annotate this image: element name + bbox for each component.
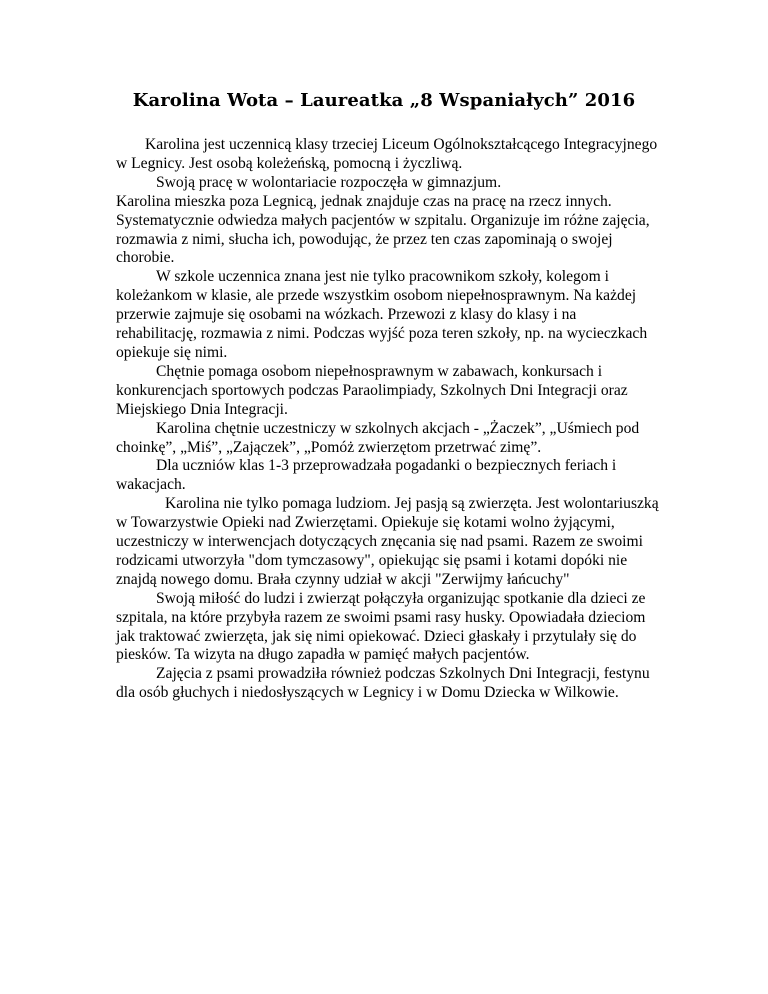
- paragraph: Karolina nie tylko pomaga ludziom. Jej pasją są zwierzęta. Jest wolontariuszką w Towarzystwie Opieki nad Zwierzętami. Opiekuje się kotami wolno żyjącymi, uczestniczy w interwencjach dotyczących znęcania się nad psami. Razem ze swoimi rodzicami utworzyła "dom tymczasowy", opiekując się psami i kotami dopóki nie znajdą nowego domu. Brała czynny udział w akcji "Zerwijmy łańcuchy": [116, 495, 659, 588]
- paragraph: Swoją pracę w wolontariacie rozpoczęła w gimnazjum.: [156, 173, 502, 191]
- document-title: Karolina Wota – Laureatka „8 Wspaniałych” 2016: [132, 90, 636, 111]
- document-body: [116, 136, 661, 703]
- paragraph: Dla uczniów klas 1-3 przeprowadzała pogadanki o bezpiecznych feriach i wakacjach.: [116, 457, 617, 494]
- paragraph: Chętnie pomaga osobom niepełnosprawnym w zabawach, konkursach i konkurencjach sportowych podczas Paraolimpiady, Szkolnych Dni Integracji oraz Miejskiego Dnia Integracji.: [116, 362, 628, 418]
- paragraph: W szkole uczennica znana jest nie tylko pracownikom szkoły, kolegom i koleżankom w klasie, ale przede wszystkim osobom niepełnosprawnym. Na każdej przerwie zajmuje się osobami na wózkach. Przewozi z klasy do klasy i na rehabilitację, rozmawia z nimi. Podczas wyjść poza teren szkoły, np. na wycieczkach opiekuje się nimi.: [116, 268, 648, 361]
- paragraph: Karolina jest uczennicą klasy trzeciej Liceum Ogólnokształcącego Integracyjnego w Legnicy. Jest osobą koleżeńską, pomocną i życzliwą.: [116, 136, 658, 172]
- paragraph: Karolina mieszka poza Legnicą, jednak znajduje czas na pracę na rzecz innych. Systematycznie odwiedza małych pacjentów w szpitalu. Organizuje im różne zajęcia, rozmawia z nimi, słucha ich, powodując, że przez ten czas zapominają o swojej chorobie.: [116, 192, 650, 267]
- paragraph: Karolina chętnie uczestniczy w szkolnych akcjach - „Żaczek”, „Uśmiech pod choinkę”, „Miś”, „Zajączek”, „Pomóż zwierzętom przetrwać zimę”.: [116, 419, 640, 456]
- paragraph: Zajęcia z psami prowadziła również podczas Szkolnych Dni Integracji, festynu dla osób głuchych i niedosłyszących w Legnicy i w Domu Dziecka w Wilkowie.: [116, 665, 650, 702]
- paragraph: Swoją miłość do ludzi i zwierząt połączyła organizując spotkanie dla dzieci ze szpitala, na które przybyła razem ze swoimi psami rasy husky. Opowiadała dzieciom jak traktować zwierzęta, jak się nimi opiekować. Dzieci głaskały i przytulały się do piesków. Ta wizyta na długo zapadła w pamięć małych pacjentów.: [116, 589, 646, 664]
